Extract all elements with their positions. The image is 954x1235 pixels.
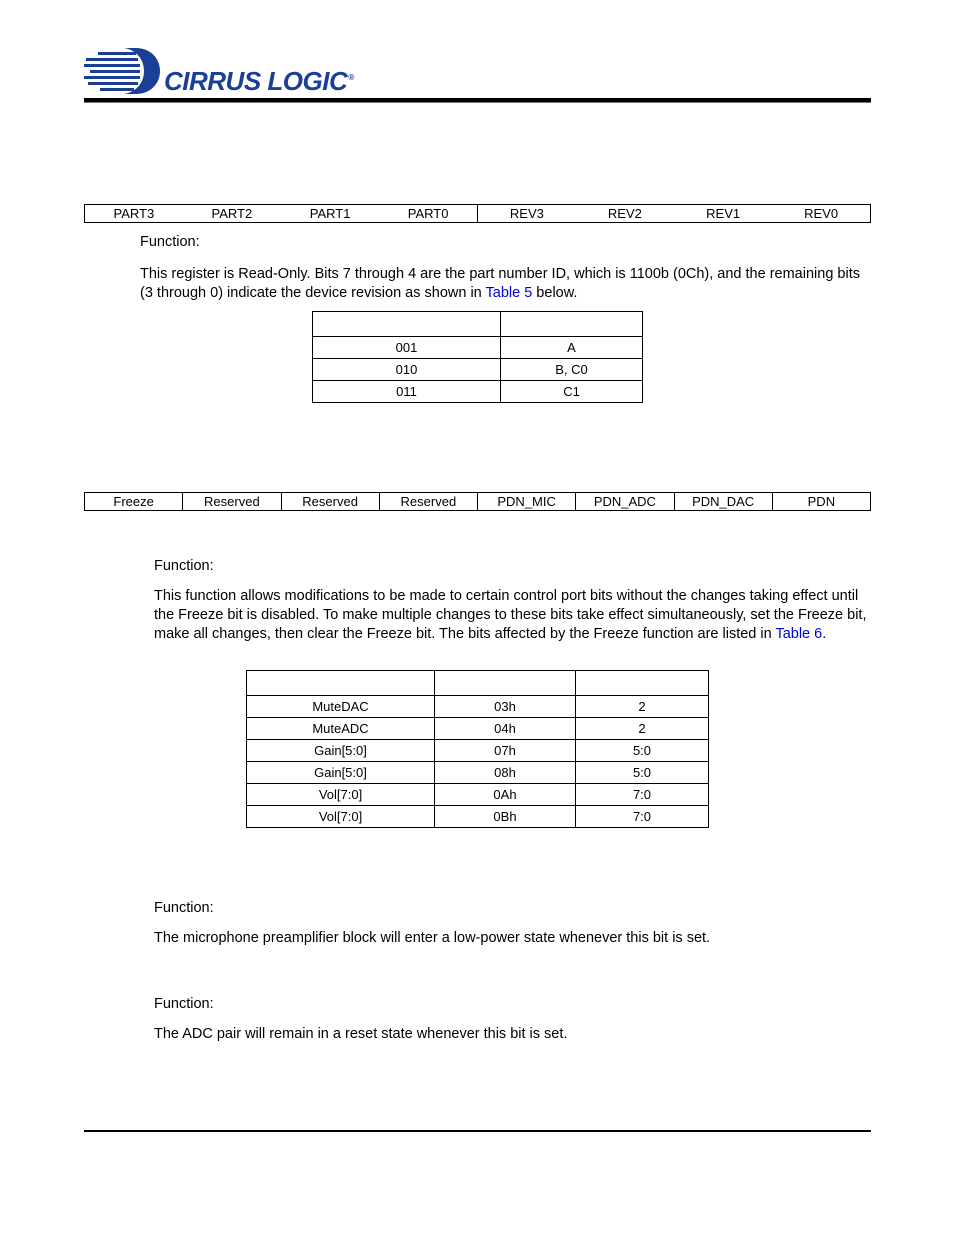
- table-cell: 08h: [435, 762, 576, 784]
- table-cell: 5:0: [576, 740, 709, 762]
- footer-rule: [84, 1130, 871, 1132]
- table-cell: 011: [313, 381, 501, 403]
- table-row: [247, 718, 709, 740]
- table-cell: 2: [576, 718, 709, 740]
- bit-cell: Reserved: [281, 493, 379, 511]
- table-header-cell: [313, 312, 501, 337]
- table-cell: 010: [313, 359, 501, 381]
- table-header-cell: [435, 671, 576, 696]
- pdn-adc-description: The ADC pair will remain in a reset state whenever this bit is set.: [154, 1026, 568, 1042]
- freeze-description: This function allows modifications to be made to certain control port bits without the changes taking effect until the Freeze bit is disabled. To make multiple changes to these bits take effect simultaneously, set the Freeze bit, make all changes, then clear the Freeze bit. The bits affected by the Freeze function are listed in Table 6.: [154, 588, 867, 642]
- table-cell: 7:0: [576, 784, 709, 806]
- pdn-mic-function-label: Function:: [154, 900, 214, 916]
- bit-cell: REV3: [478, 205, 576, 223]
- register2-bit-table: [84, 492, 871, 511]
- table-row: [247, 762, 709, 784]
- bit-cell: PART2: [183, 205, 281, 223]
- table-cell: 7:0: [576, 806, 709, 828]
- freeze-function-label: Function:: [154, 558, 214, 574]
- table-cell: 07h: [435, 740, 576, 762]
- register1-function-label: Function:: [140, 234, 200, 250]
- freeze-affected-bits-table: [246, 670, 709, 828]
- bit-cell: PDN: [772, 493, 870, 511]
- table6-link[interactable]: Table 6: [775, 626, 823, 642]
- bit-cell: PDN_ADC: [576, 493, 674, 511]
- table-cell: 2: [576, 696, 709, 718]
- revision-table: [312, 311, 643, 403]
- bit-cell: Reserved: [379, 493, 477, 511]
- table-row: [313, 337, 643, 359]
- table-row: [313, 381, 643, 403]
- cirrus-logic-logo: [84, 46, 354, 98]
- pdn-adc-function-label: Function:: [154, 996, 214, 1012]
- table-cell: A: [501, 337, 643, 359]
- table-cell: C1: [501, 381, 643, 403]
- bit-cell: PART0: [379, 205, 477, 223]
- table-cell: 5:0: [576, 762, 709, 784]
- table-cell: Gain[5:0]: [247, 762, 435, 784]
- register1-bit-table: [84, 204, 871, 223]
- bit-cell: REV0: [772, 205, 870, 223]
- bit-cell: REV2: [576, 205, 674, 223]
- register1-description: This register is Read-Only. Bits 7 through 4 are the part number ID, which is 1100b (0Ch), and the remaining bits (3 through 0) indicate the device revision as shown in Table 5 below.: [140, 266, 860, 301]
- table-cell: Vol[7:0]: [247, 784, 435, 806]
- bit-cell: Reserved: [183, 493, 281, 511]
- bit-cell: PART3: [85, 205, 183, 223]
- bit-cell: Freeze: [85, 493, 183, 511]
- table-row: [247, 806, 709, 828]
- table-cell: B, C0: [501, 359, 643, 381]
- bit-cell: PDN_DAC: [674, 493, 772, 511]
- bit-cell: PDN_MIC: [478, 493, 576, 511]
- table-header-cell: [576, 671, 709, 696]
- bit-cell: PART1: [281, 205, 379, 223]
- table-row: [247, 740, 709, 762]
- table-cell: 03h: [435, 696, 576, 718]
- header-rule: [84, 98, 871, 103]
- table5-link[interactable]: Table 5: [485, 285, 533, 301]
- table-cell: 001: [313, 337, 501, 359]
- table-cell: 0Ah: [435, 784, 576, 806]
- pdn-mic-description: The microphone preamplifier block will enter a low-power state whenever this bit is set.: [154, 930, 711, 946]
- table-cell: MuteDAC: [247, 696, 435, 718]
- table-cell: Vol[7:0]: [247, 806, 435, 828]
- table-header-cell: [501, 312, 643, 337]
- table-row: [247, 784, 709, 806]
- brand-name: CIRRUS LOGIC®: [164, 66, 354, 96]
- table-cell: 0Bh: [435, 806, 576, 828]
- cirrus-logic-logo-icon: [84, 46, 164, 98]
- table-header-cell: [247, 671, 435, 696]
- table-cell: 04h: [435, 718, 576, 740]
- table-row: [247, 696, 709, 718]
- table-cell: MuteADC: [247, 718, 435, 740]
- table-cell: Gain[5:0]: [247, 740, 435, 762]
- bit-cell: REV1: [674, 205, 772, 223]
- table-row: [313, 359, 643, 381]
